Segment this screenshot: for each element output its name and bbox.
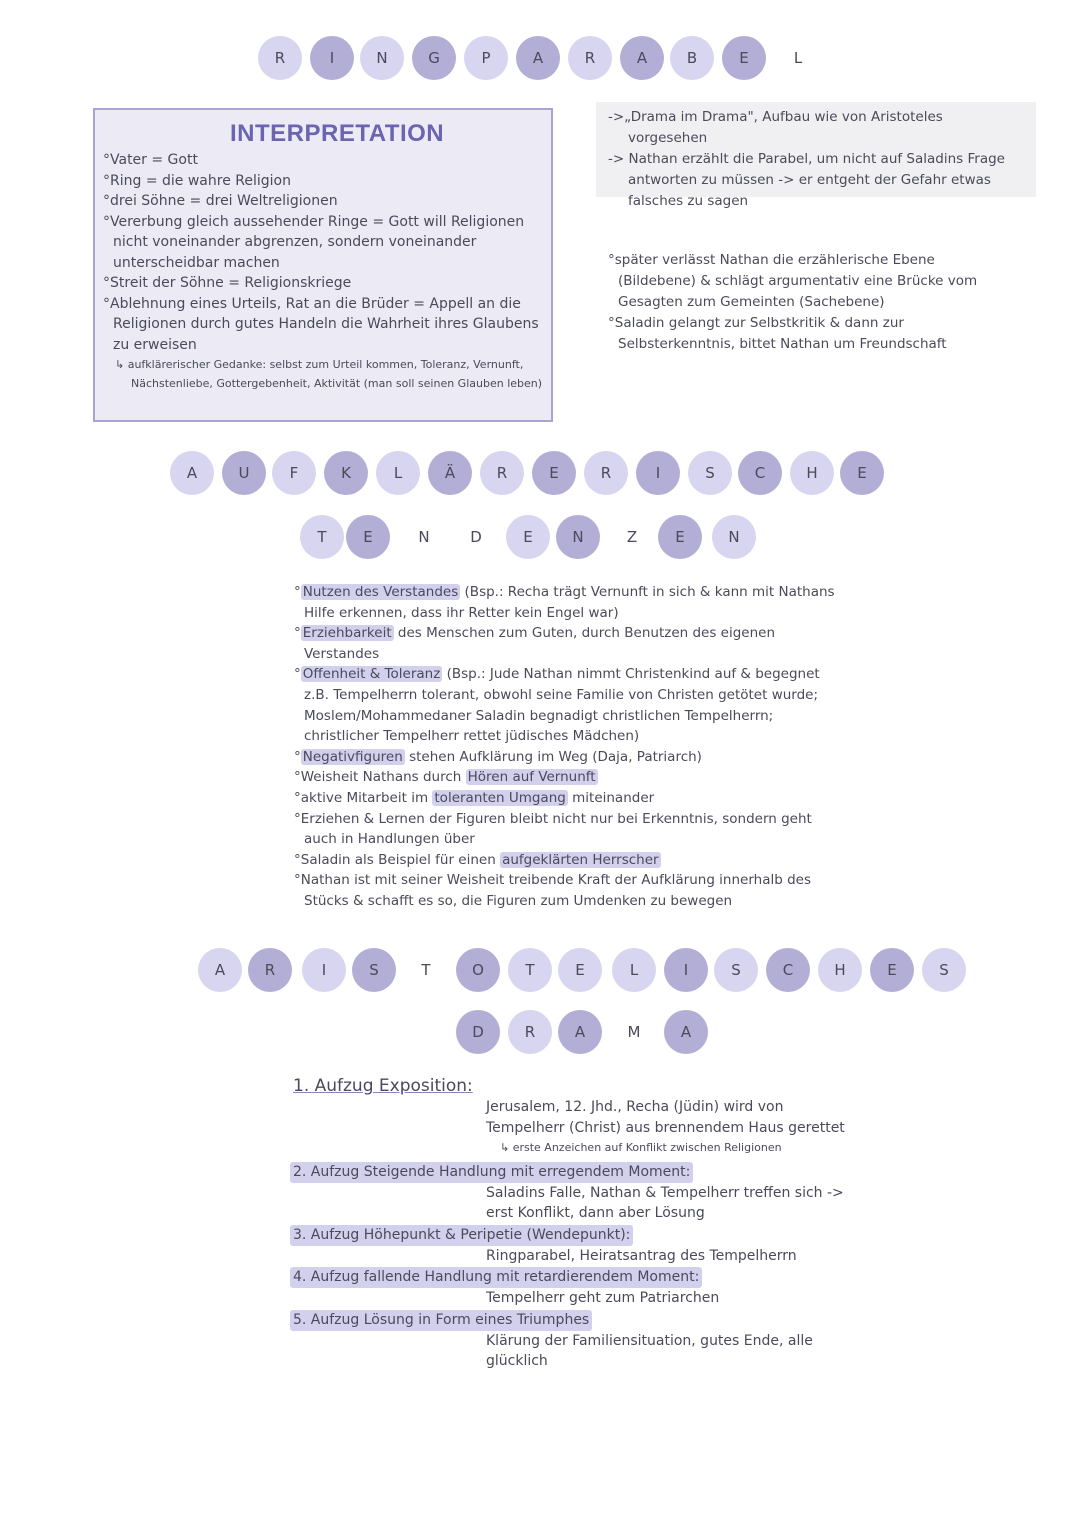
list-item: °drei Söhne = drei Weltreligionen [103, 193, 338, 209]
title-letter: A [664, 1010, 708, 1054]
list-item: °aktive Mitarbeit im toleranten Umgang miteinander [294, 789, 655, 806]
title-letter: A [516, 36, 560, 80]
act-description: Jerusalem, 12. Jhd., Recha (Jüdin) wird von Tempelherr (Christ) aus brennendem Haus gerettet ↳ erste Anzeichen auf Konflikt zwischen Religionen [486, 1099, 845, 1154]
title-letter: P [464, 36, 508, 80]
list-item: °Streit der Söhne = Religionskriege [103, 275, 352, 291]
title-letter: O [456, 948, 500, 992]
act-title: 2. Aufzug Steigende Handlung mit erregendem Moment: [290, 1162, 693, 1183]
list-item: °Erziehen & Lernen der Figuren bleibt nicht nur bei Erkenntnis, sondern geht auch in Handlungen über [294, 810, 812, 848]
title-letter: E [840, 451, 884, 495]
act-description: Klärung der Familiensituation, gutes Ende, alle glücklich [486, 1332, 813, 1369]
title-letter: R [584, 451, 628, 495]
list-subitem: ↳ aufklärerischer Gedanke: selbst zum Urteil kommen, Toleranz, Vernunft, Nächstenliebe, Gottergebenheit, Aktivität (man soll seinen Glauben leben) [115, 358, 543, 390]
act-description: Ringparabel, Heiratsantrag des Tempelherrn [486, 1247, 797, 1264]
list-item: °Nathan ist mit seiner Weisheit treibende Kraft der Aufklärung innerhalb des Stücks & schafft es so, die Figuren zum Umdenken zu bewegen [294, 872, 812, 909]
title-letter: E [870, 948, 914, 992]
act-title: 4. Aufzug fallende Handlung mit retardierendem Moment: [290, 1267, 702, 1288]
title-letter: N [418, 528, 430, 546]
title-letter: I [664, 948, 708, 992]
title-letter: M [627, 1023, 641, 1041]
title-aufklaererische [0, 451, 1080, 497]
title-letter: H [818, 948, 862, 992]
side-note-plain [608, 250, 978, 355]
title-letter: H [790, 451, 834, 495]
list-item: ° Negativfiguren stehen Aufklärung im Weg (Daja, Patriarch) [294, 748, 702, 765]
title-letter: I [302, 948, 346, 992]
note-line: ->„Drama im Drama", Aufbau wie von Aristoteles vorgesehen [608, 109, 943, 146]
title-letter: D [456, 1010, 500, 1054]
title-letter: L [793, 49, 803, 67]
title-letter: T [508, 948, 552, 992]
act-description: Saladins Falle, Nathan & Tempelherr treffen sich -> erst Konflikt, dann aber Lösung [486, 1184, 844, 1221]
drama-acts [290, 1076, 850, 1372]
title-letter: R [248, 948, 292, 992]
act-title: 5. Aufzug Lösung in Form eines Triumphes [290, 1310, 592, 1331]
title-letter: R [258, 36, 302, 80]
note-line: °später verlässt Nathan die erzählerische Ebene (Bildebene) & schlägt argumentativ eine Brücke vom Gesagten zum Gemeinten (Sachebene) [608, 252, 978, 310]
interpretation-heading: INTERPRETATION [230, 120, 445, 147]
title-letter: Ä [428, 451, 472, 495]
act-title: 3. Aufzug Höhepunkt & Peripetie (Wendepunkt): [290, 1225, 633, 1246]
title-letter: D [470, 528, 482, 546]
list-item: ° Nutzen des Verstandes (Bsp.: Recha trägt Vernunft in sich & kann mit Nathans Hilfe erkennen, dass ihr Retter kein Engel war) [294, 584, 835, 621]
tendenzen-list [294, 582, 839, 912]
title-letter: E [558, 948, 602, 992]
list-item: °Weisheit Nathans durch Hören auf Vernunft [294, 769, 596, 786]
title-letter: N [360, 36, 404, 80]
title-letter: R [508, 1010, 552, 1054]
title-letter: E [722, 36, 766, 80]
interpretation-box [93, 108, 553, 422]
side-note-box [596, 102, 1036, 209]
title-letter: A [198, 948, 242, 992]
list-item: °Ring = die wahre Religion [103, 172, 291, 189]
title-letter: S [352, 948, 396, 992]
act-2 [290, 1161, 850, 1224]
act-3 [290, 1224, 850, 1267]
title-letter: C [766, 948, 810, 992]
title-letter: S [922, 948, 966, 992]
title-letter: R [568, 36, 612, 80]
title-letter: E [346, 515, 390, 559]
title-letter: A [170, 451, 214, 495]
title-ringparabel [0, 36, 1080, 82]
list-item: ° Offenheit & Toleranz (Bsp.: Jude Nathan nimmt Christenkind auf & begegnet z.B. Tempelherrn tolerant, obwohl seine Familie von Christen getötet wurde; Moslem/Mohammedaner Saladin begnadigt christlichen Tempelherrn; christlicher Tempelherr rettet jüdisches Mädchen) [294, 666, 820, 745]
act-5 [290, 1309, 850, 1372]
title-letter: E [532, 451, 576, 495]
list-item: °Vater = Gott [103, 152, 198, 168]
title-letter: I [636, 451, 680, 495]
title-aristotelisches [0, 948, 1080, 994]
title-letter: A [620, 36, 664, 80]
title-letter: N [556, 515, 600, 559]
title-letter: T [421, 961, 431, 979]
act-4 [290, 1266, 850, 1309]
title-drama [0, 1010, 1080, 1056]
title-letter: Z [626, 528, 638, 546]
list-item: °Vererbung gleich aussehender Ringe = Gott will Religionen nicht voneinander abgrenzen, sondern voneinander unterscheidbar machen [103, 213, 525, 271]
act-description: Tempelherr geht zum Patriarchen [486, 1290, 720, 1306]
title-letter: A [558, 1010, 602, 1054]
title-letter: S [714, 948, 758, 992]
title-letter: L [612, 948, 656, 992]
title-letter: S [688, 451, 732, 495]
title-letter: C [738, 451, 782, 495]
title-letter: U [222, 451, 266, 495]
note-line: -> Nathan erzählt die Parabel, um nicht auf Saladins Frage antworten zu müssen -> er entgeht der Gefahr etwas falsches zu sagen [608, 151, 1005, 209]
list-item: °Saladin als Beispiel für einen aufgeklärten Herrscher [294, 851, 659, 868]
title-letter: T [300, 515, 344, 559]
title-letter: G [412, 36, 456, 80]
note-line: °Saladin gelangt zur Selbstkritik & dann zur Selbsterkenntnis, bittet Nathan um Freundschaft [608, 315, 947, 352]
interpretation-list [103, 150, 548, 393]
title-letter: K [324, 451, 368, 495]
list-item: ° Erziehbarkeit des Menschen zum Guten, durch Benutzen des eigenen Verstandes [294, 625, 776, 662]
act-title: 1. Aufzug Exposition: [293, 1076, 473, 1096]
title-tendenzen [0, 515, 1080, 561]
title-letter: E [506, 515, 550, 559]
title-letter: F [272, 451, 316, 495]
list-item: °Ablehnung eines Urteils, Rat an die Brüder = Appell an die Religionen durch gutes Handeln die Wahrheit ihres Glaubens zu erweisen [103, 295, 539, 353]
title-letter: I [310, 36, 354, 80]
title-letter: R [480, 451, 524, 495]
title-letter: E [658, 515, 702, 559]
title-letter: N [712, 515, 756, 559]
act-1 [290, 1076, 850, 1159]
title-letter: B [670, 36, 714, 80]
title-letter: L [376, 451, 420, 495]
